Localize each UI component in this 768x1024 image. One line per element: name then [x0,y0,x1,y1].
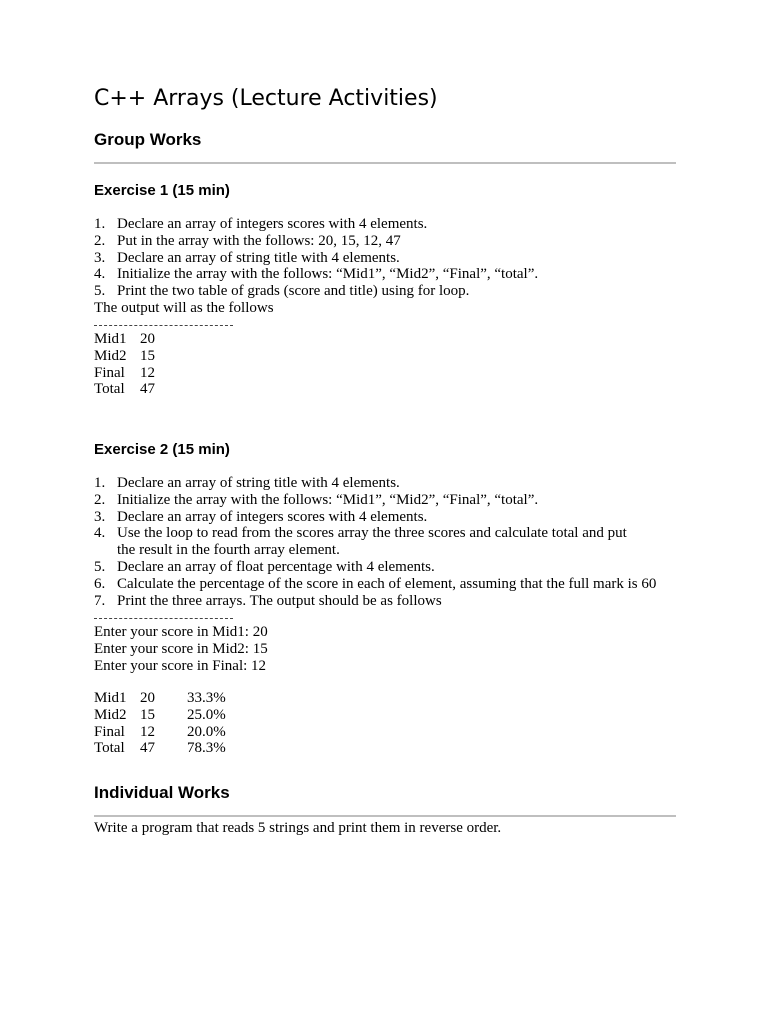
output-label: Mid2 [94,347,127,364]
output-score: 47 [140,381,155,398]
output-label: Total [94,381,125,398]
exercise-2-step [94,475,656,492]
step-number: 4. [94,525,106,542]
output-score: 15 [140,706,155,723]
output-score: 15 [140,347,155,364]
exercise-2-heading: Exercise 2 (15 min) [94,441,230,458]
step-text: Calculate the percentage of the score in each of element, assuming that the full mark is 60 [117,575,657,592]
output-percent: 33.3% [187,690,226,706]
output-label: Final [94,364,125,381]
exercise-1-step [94,216,538,233]
step-text: Use the loop to read from the scores array the three scores and calculate total and put [117,525,627,542]
step-text: Initialize the array with the follows: “Mid1”, “Mid2”, “Final”, “total”. [117,491,539,508]
step-text-continued: the result in the fourth array element. [117,542,340,559]
exercise-1-step [94,233,538,250]
output-percent: 25.0% [187,706,226,723]
exercise-2-steps [94,475,656,609]
exercise-1-steps [94,216,538,317]
exercise-2-dashed-divider [94,618,233,619]
individual-works-heading: Individual Works [94,783,230,802]
step-text: Declare an array of integers scores with 4 elements. [117,508,428,525]
output-score: 47 [140,740,155,757]
exercise-2-step [94,559,656,576]
exercise-1-dashed-divider [94,325,233,326]
exercise-2-step [94,593,656,610]
exercise-1-step [94,250,538,267]
step-number: 4. [94,266,106,283]
step-text: Print the two table of grads (score and title) using for loop. [117,283,470,300]
output-percent: 78.3% [187,740,226,757]
group-works-divider [94,162,676,164]
output-label: Total [94,740,125,757]
step-text: Declare an array of string title with 4 elements. [117,475,400,491]
step-number: 3. [94,508,106,525]
step-number: 3. [94,249,106,266]
exercise-2-step [94,576,656,593]
step-number: 6. [94,575,106,592]
output-label: Final [94,723,125,740]
input-prompt-line: Enter your score in Final: 12 [94,657,267,674]
exercise-2-step [94,525,656,559]
step-text: Initialize the array with the follows: “Mid1”, “Mid2”, “Final”, “total”. [117,266,539,283]
exercise-1-step [94,283,538,300]
individual-works-text: Write a program that reads 5 strings and print them in reverse order. [94,820,502,836]
step-number: 7. [94,592,106,609]
output-percent: 20.0% [187,723,226,740]
step-number: 5. [94,558,106,575]
input-prompt-line: Enter your score in Mid2: 15 [94,640,268,657]
exercise-1-step [94,266,538,283]
exercise-2-step [94,509,656,526]
page-title: C++ Arrays (Lecture Activities) [94,86,438,111]
step-number: 2. [94,491,106,508]
group-works-heading: Group Works [94,130,202,149]
individual-works-text-block [94,820,501,837]
step-number: 5. [94,283,106,300]
step-text: Put in the array with the follows: 20, 15, 12, 47 [117,232,401,249]
step-text: Declare an array of string title with 4 elements. [117,249,400,266]
step-text: Print the three arrays. The output should be as follows [117,592,442,609]
output-label: Mid1 [94,690,127,706]
step-text: Declare an array of float percentage with 4 elements. [117,558,435,575]
exercise-1-heading: Exercise 1 (15 min) [94,182,230,199]
step-text: Declare an array of integers scores with 4 elements. [117,216,428,232]
step-number: 1. [94,475,106,491]
individual-works-divider [94,815,676,817]
output-score: 20 [140,690,155,706]
input-prompt-line: Enter your score in Mid1: 20 [94,624,268,640]
exercise-1-output-intro: The output will as the follows [94,299,274,316]
exercise-2-step [94,492,656,509]
output-score: 12 [140,723,155,740]
step-number: 2. [94,232,106,249]
output-label: Mid1 [94,331,127,347]
step-number: 1. [94,216,106,232]
exercise-2-input-prompts [94,624,268,674]
output-score: 12 [140,364,155,381]
output-score: 20 [140,331,155,347]
output-label: Mid2 [94,706,127,723]
